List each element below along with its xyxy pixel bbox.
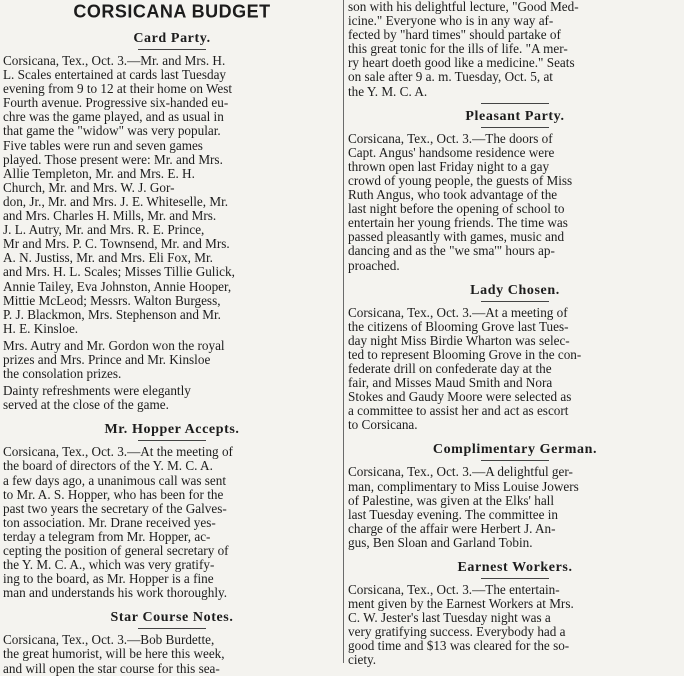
headline-rule (481, 460, 549, 461)
left-column (3, 0, 341, 676)
headline-lady-chosen: Lady Chosen. (470, 282, 560, 298)
headline-rule (138, 440, 206, 441)
article-earnest (348, 559, 682, 668)
article-card-party (3, 30, 341, 412)
paragraph: Corsicana, Tex., Oct. 3.—Bob Burdette, the great humorist, will be here this week, and will open the star course for this sea- (3, 632, 225, 676)
headline-rule (481, 301, 549, 302)
paragraph: Corsicana, Tex., Oct. 3.—A delightful ger- man, complimentary to Miss Louise Jowers of Palestine, was given at the Elks' hall last Tuesday evening. The committee in charge of the affair were Herbert J. An- gus, Ben Sloan and Garland Tobin. (348, 464, 579, 550)
article-lady-chosen (348, 282, 682, 433)
paragraph: Corsicana, Tex., Oct. 3.—The doors of Capt. Angus' handsome residence were thrown open last Friday night to a gay crowd of young people, the guests of Miss Ruth Angus, who took advantage of the last night before the opening of school to entertain her young friends. The time was passed pleasantly with games, music and dancing and as the "we sma'" hours ap- proached. (348, 130, 573, 273)
headline-rule (481, 578, 549, 579)
paragraph: Corsicana, Tex., Oct. 3.—Mr. and Mrs. H. L. Scales entertained at cards last Tuesday evening from 9 to 12 at their home on West Fourth avenue. Progressive six-handed eu- chre was the game played, and as usual in that game the "widow" was very popular. Five tables were run and seven games played. Those present were: Mr. and Mrs. Allie Templeton, Mr. and Mrs. E. H. Church, Mr. and Mrs. W. J. Gor- don, Jr., Mr. and Mrs. J. E. Whiteselle, Mr. and Mrs. Charles H. Mills, Mr. and Mrs. J. L. Autry, Mr. and Mrs. R. E. Prince, Mr and Mrs. P. C. Townsend, Mr. and Mrs. A. N. Justiss, Mr. and Mrs. Eli Fox, Mr. and Mrs. H. L. Scales; Misses Tillie Gulick, Annie Tailey, Eva Johnston, Annie Hooper, Mittie McLeod; Messrs. Walton Burgess, P. J. Blackmon, Mrs. Stephenson and Mr. H. E. Kinsloe. (3, 53, 235, 336)
headline-german: Complimentary German. (432, 442, 598, 458)
article-rule (481, 103, 549, 104)
paragraph: Mrs. Autry and Mr. Gordon won the royal prizes and Mrs. Prince and Mr. Kinsloe the consolation prizes. (3, 337, 225, 382)
masthead: CORSICANA BUDGET (73, 0, 271, 22)
article-pleasant-party (348, 108, 682, 273)
right-column (348, 0, 682, 668)
headline-rule (481, 127, 549, 128)
paragraph-continued: son with his delightful lecture, "Good Med- icine." Everyone who is in any way af- fected by "hard times" should partake of this great tonic for the ills of life. "A mer- ry heart doeth good like a medicine." Seats on sale after 9 a. m. Tuesday, Oct. 5, at the Y. M. C. A. (348, 0, 579, 99)
headline-star-course: Star Course Notes. (110, 610, 234, 626)
headline-hopper: Mr. Hopper Accepts. (104, 422, 240, 438)
headline-earnest: Earnest Workers. (457, 560, 573, 575)
headline-rule (138, 49, 206, 50)
headline-rule (138, 628, 206, 629)
paragraph: Corsicana, Tex., Oct. 3.—At the meeting of the board of directors of the Y. M. C. A. a few days ago, a unanimous call was sent to Mr. A. S. Hopper, who has been for the past two years the secretary of the Galves- ton association. Mr. Drane received yes- terday a telegram from Mr. Hopper, ac- cepting the position of general secretary of the Y. M. C. A., which was very gratify- ing to the board, as Mr. Hopper is a fine man and understands his work thoroughly. (3, 444, 233, 601)
column-divider (343, 0, 344, 663)
paragraph: Corsicana, Tex., Oct. 3.—The entertain- ment given by the Earnest Workers at Mrs. C. W. Jester's last Tuesday night was a very gratifying success. Everybody had a good time and $13 was cleared for the so- ciety. (348, 582, 574, 668)
article-hopper (3, 421, 341, 600)
paragraph: Corsicana, Tex., Oct. 3.—At a meeting of the citizens of Blooming Grove last Tues- day night Miss Birdie Wharton was selec- ted to represent Blooming Grove in the con- federate drill on confederate day at the fair, and Misses Maud Smith and Nora Stokes and Gaudy Moore were selected as a committee to assist her and act as escort to Corsicana. (348, 304, 582, 433)
headline-card-party: Card Party. (133, 31, 211, 46)
article-german (348, 441, 682, 550)
article-star-course (3, 609, 341, 675)
paragraph: Dainty refreshments were elegantly served at the close of the game. (3, 383, 191, 413)
headline-pleasant-party: Pleasant Party. (465, 108, 565, 124)
